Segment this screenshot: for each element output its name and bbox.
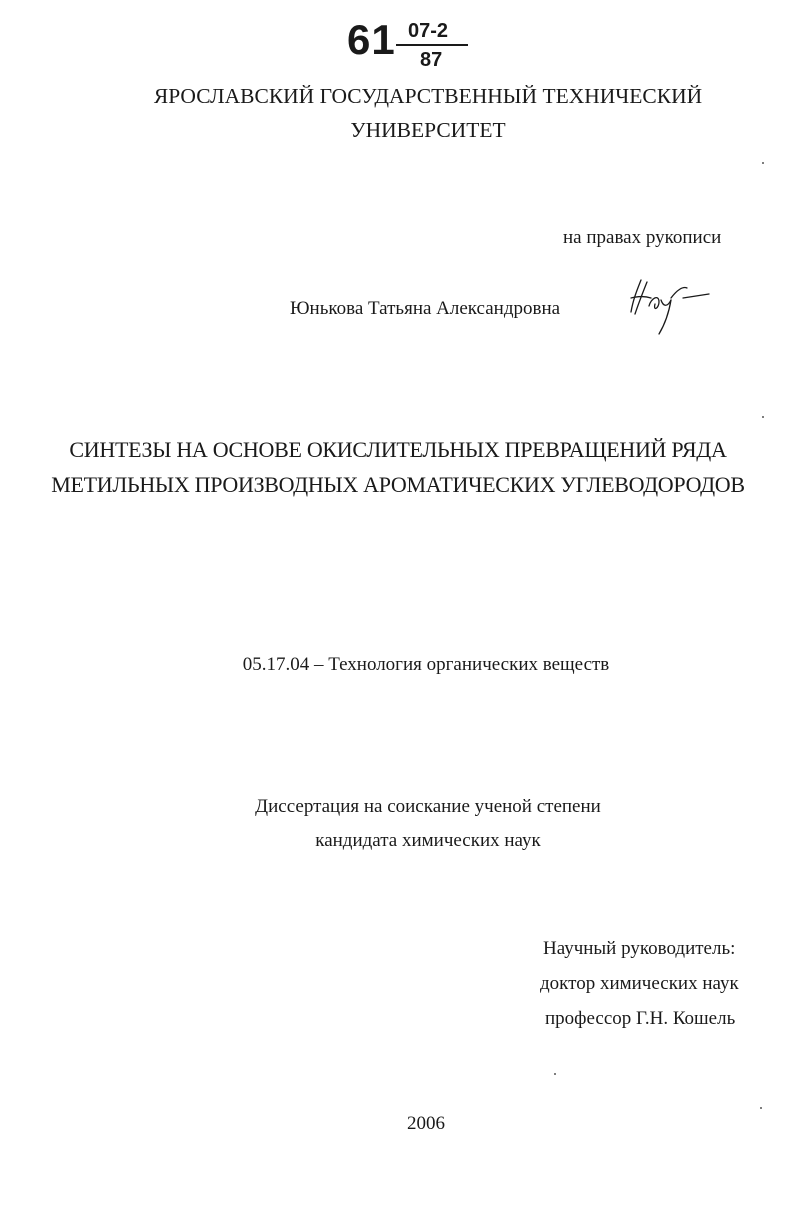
- degree-statement-line2: кандидата химических наук: [315, 830, 541, 851]
- catalog-fraction-bottom: 87: [420, 49, 443, 71]
- degree-statement-line1: Диссертация на соискание ученой степени: [255, 796, 601, 817]
- scan-speck: [554, 1073, 556, 1075]
- university-name-line2: УНИВЕРСИТЕТ: [350, 118, 506, 142]
- university-name-line1: ЯРОСЛАВСКИЙ ГОСУДАРСТВЕННЫЙ ТЕХНИЧЕСКИЙ: [153, 84, 703, 108]
- catalog-fraction-top: 07-2: [408, 20, 449, 42]
- signature-image: [625, 276, 715, 338]
- catalog-number: 61: [347, 16, 396, 63]
- dissertation-title-line1: СИНТЕЗЫ НА ОСНОВЕ ОКИСЛИТЕЛЬНЫХ ПРЕВРАЩЕНИЙ РЯДА: [69, 437, 727, 462]
- catalog-fraction-line: [396, 44, 468, 46]
- scan-speck: [762, 416, 764, 418]
- supervisor-name: профессор Г.Н. Кошель: [545, 1008, 736, 1029]
- specialty-code: 05.17.04 – Технология органических веществ: [242, 654, 610, 675]
- manuscript-rights-note: на правах рукописи: [563, 227, 722, 248]
- supervisor-heading: Научный руководитель:: [543, 938, 736, 959]
- dissertation-title-line2: МЕТИЛЬНЫХ ПРОИЗВОДНЫХ АРОМАТИЧЕСКИХ УГЛЕВОДОРОДОВ: [51, 472, 745, 497]
- scan-speck: [762, 162, 764, 164]
- scan-speck: [760, 1107, 762, 1109]
- year: 2006: [407, 1113, 445, 1134]
- author-name: Юнькова Татьяна Александровна: [290, 298, 561, 319]
- supervisor-degree: доктор химических наук: [540, 973, 739, 994]
